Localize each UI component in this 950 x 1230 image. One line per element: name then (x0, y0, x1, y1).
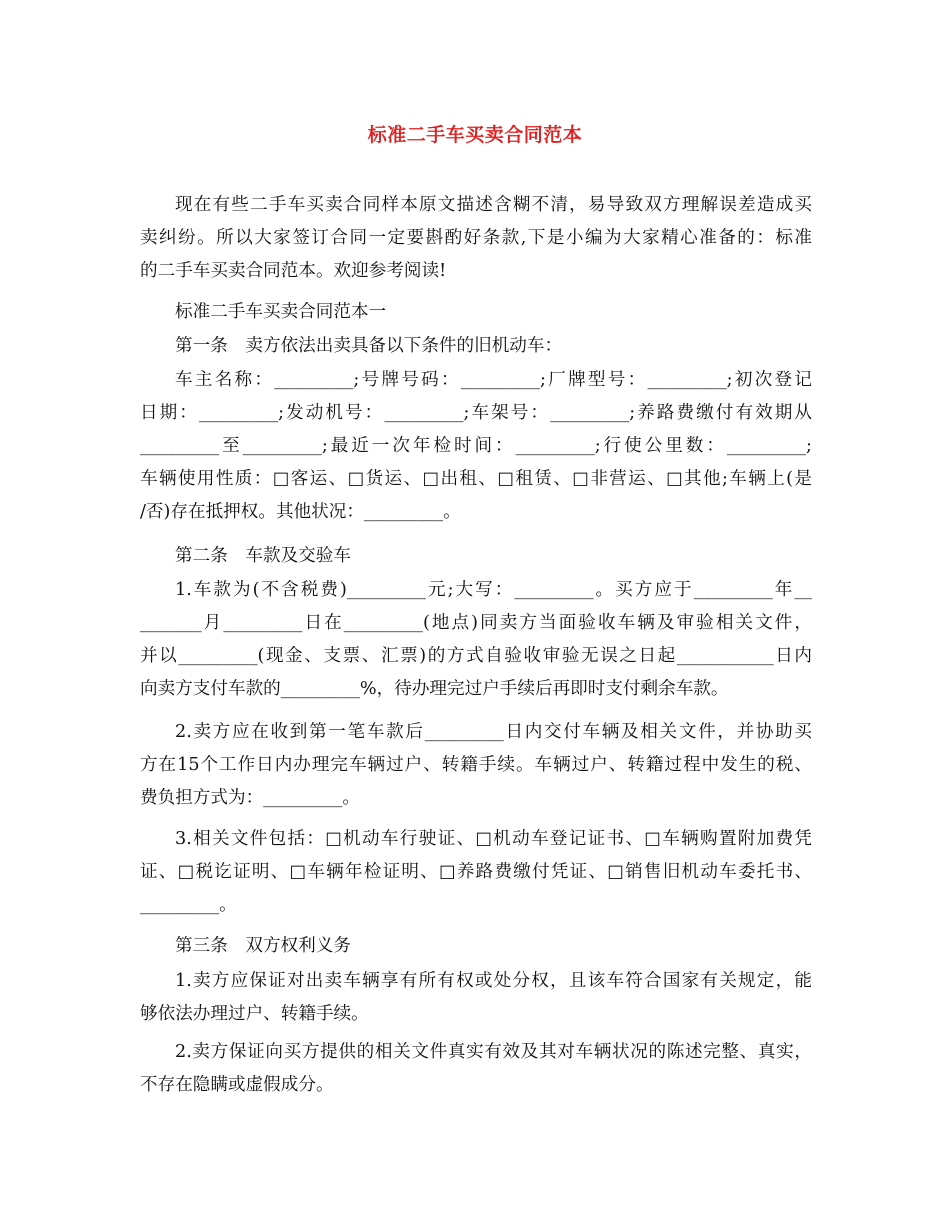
article-3-heading (140, 930, 812, 963)
text-line: 证、□税讫证明、□车辆年检证明、□养路费缴付凭证、□销售旧机动车委托书、 (140, 862, 812, 882)
text-line: /否)存在抵押权。其他状况：_________。 (140, 502, 461, 522)
clause-2-2 (140, 716, 812, 815)
text-line: 1.车款为(不含税费)_________元;大写：_________。买方应于_________年__ (175, 580, 812, 600)
text-line: 车主名称：_________;号牌号码：_________;厂牌型号：_________;初次登记 (175, 370, 812, 390)
intro-paragraph (140, 189, 812, 288)
sample-heading (140, 296, 812, 329)
text-line: _________至_________;最近一次年检时间：_________;行使公里数：_________; (140, 436, 812, 456)
text-line: 车辆使用性质：□客运、□货运、□出租、□租赁、□非营运、□其他;车辆上(是 (140, 469, 812, 489)
text-line: 日期：_________;发动机号：_________;车架号：_________;养路费缴付有效期从 (140, 403, 812, 423)
text-line: 卖纠纷。所以大家签订合同一定要斟酌好条款,下是小编为大家精心准备的：标准 (140, 228, 812, 248)
text-line: 第二条 车款及交验车 (175, 546, 351, 566)
clause-2-1 (140, 574, 812, 706)
clause-3-2 (140, 1036, 812, 1102)
text-line: 现在有些二手车买卖合同样本原文描述含糊不清，易导致双方理解误差造成买 (175, 195, 812, 215)
text-line: 向卖方支付车款的_________%，待办理完过户手续后再即时支付剩余车款。 (140, 679, 729, 699)
clause-3-1 (140, 965, 812, 1031)
article-1-heading (140, 330, 812, 363)
text-line: _________。 (140, 895, 237, 915)
text-line: 第一条 卖方依法出卖具备以下条件的旧机动车： (175, 336, 563, 356)
text-line: 1.卖方应保证对出卖车辆享有所有权或处分权，且该车符合国家有关规定，能 (175, 971, 812, 991)
text-line: 3.相关文件包括：□机动车行驶证、□机动车登记证书、□车辆购置附加费凭 (175, 829, 812, 849)
document-title: 标准二手车买卖合同范本 (367, 124, 583, 146)
text-line: 标准二手车买卖合同范本一 (175, 302, 387, 322)
text-line: 不存在隐瞒或虚假成分。 (140, 1075, 334, 1095)
text-line: 第三条 双方权利义务 (175, 936, 351, 956)
text-line: 方在15个工作日内办理完车辆过户、转籍手续。车辆过户、转籍过程中发生的税、 (140, 755, 812, 775)
clause-2-3 (140, 823, 812, 922)
text-line: 2.卖方保证向买方提供的相关文件真实有效及其对车辆状况的陈述完整、真实， (175, 1042, 812, 1062)
text-line: _______月_________日在_________(地点)同卖方当面验收车辆及审验相关文件， (140, 613, 812, 633)
text-line: 费负担方式为：_________。 (140, 788, 360, 808)
vehicle-info-paragraph (140, 364, 812, 529)
text-line: 的二手车买卖合同范本。欢迎参考阅读! (140, 261, 447, 281)
text-line: 够依法办理过户、转籍手续。 (140, 1004, 369, 1024)
text-line: 并以_________(现金、支票、汇票)的方式自验收审验无误之日起___________日内 (140, 646, 812, 666)
text-line: 2.卖方应在收到第一笔车款后_________日内交付车辆及相关文件，并协助买 (175, 722, 812, 742)
article-2-heading (140, 540, 812, 573)
